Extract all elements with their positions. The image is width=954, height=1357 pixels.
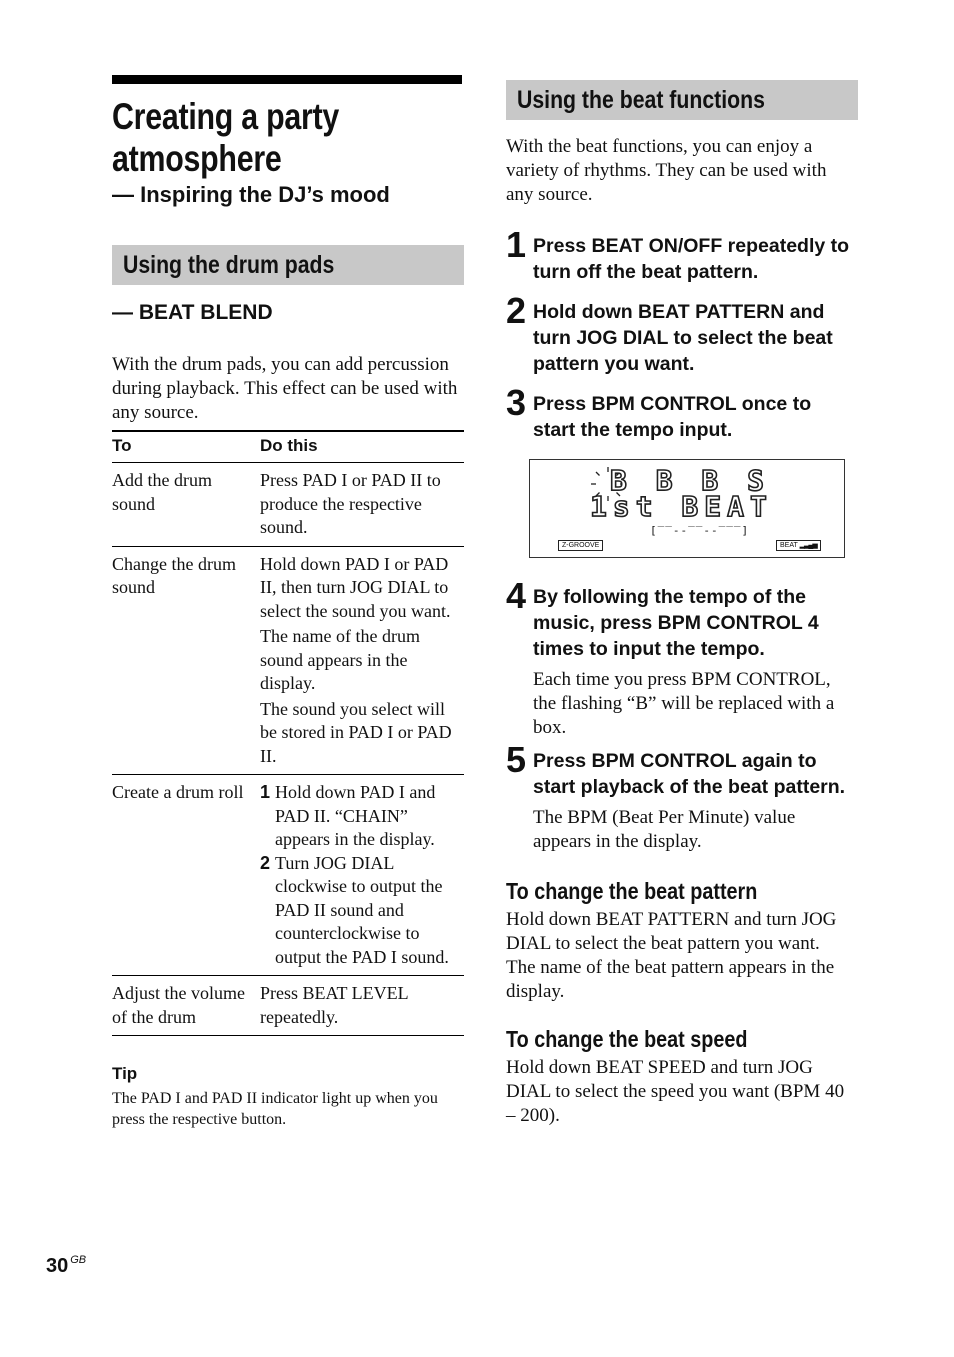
- step-number: 5: [506, 739, 527, 780]
- step-5: [506, 739, 858, 854]
- beat-intro: With the beat functions, you can enjoy a variety of rhythms. They can be used with any source.: [506, 136, 827, 205]
- cell-paragraph: The sound you select will be stored in PAD I or PAD II.: [260, 698, 452, 766]
- step-note: The BPM (Beat Per Minute) value appears in the display.: [533, 807, 796, 852]
- tip-text: The PAD I and PAD II indicator light up when you press the respective button.: [112, 1090, 438, 1128]
- cell-step: [260, 852, 464, 970]
- table-cell-to: Create a drum roll: [112, 775, 260, 976]
- step-note: Each time you press BPM CONTROL, the flashing “B” will be replaced with a box.: [533, 669, 835, 738]
- table-row: [112, 775, 464, 976]
- step-number: 1: [506, 224, 527, 265]
- step-3: [506, 382, 858, 443]
- section-heading-drum-pads: [112, 245, 464, 285]
- step-number: 2: [260, 852, 271, 873]
- step-number: 2: [506, 290, 527, 331]
- right-column: [506, 80, 858, 1128]
- title-line-1: Creating a party: [112, 96, 340, 137]
- cell-paragraph: The name of the drum sound appears in the display.: [260, 626, 420, 693]
- step-number: 4: [506, 575, 527, 616]
- step-2: [506, 290, 858, 377]
- z-groove-indicator: Z-GROOVE: [558, 540, 603, 551]
- drum-pads-table: [112, 430, 464, 1036]
- cell-paragraph: Hold down PAD I or PAD II, then turn JOG DIAL to select the sound you want.: [260, 553, 451, 621]
- beat-speed-text: Hold down BEAT SPEED and turn JOG DIAL to select the speed you want (BPM 40 – 200).: [506, 1057, 845, 1126]
- step-number: 3: [506, 382, 527, 423]
- table-row: [112, 976, 464, 1036]
- left-column: [112, 75, 464, 1130]
- table-cell-do: [260, 775, 464, 976]
- display-bracket: [‾‾--‾‾--‾‾‾]: [650, 524, 750, 537]
- section-heading-text: Using the drum pads: [123, 250, 335, 279]
- title-rule: [112, 75, 462, 84]
- table-row: [112, 546, 464, 775]
- level-bars-icon: ▂▃▄▅: [799, 542, 817, 549]
- step-text: Turn JOG DIAL clockwise to output the PAD II sound and counterclockwise to output the PAD I sound.: [275, 852, 449, 967]
- display-illustration: [529, 459, 845, 558]
- step-text: Press BPM CONTROL once to start the tempo input.: [533, 393, 812, 441]
- beat-pattern-text: Hold down BEAT PATTERN and turn JOG DIAL to select the beat pattern you want.: [506, 909, 837, 954]
- cell-step: [260, 781, 464, 852]
- step-1: [506, 224, 858, 285]
- step-4: [506, 575, 858, 740]
- table-cell-do: [260, 546, 464, 775]
- display-line-1: B B B S: [610, 464, 771, 497]
- page-number-value: 30: [46, 1255, 69, 1277]
- table-header-do-this: Do this: [260, 431, 464, 463]
- table-header-to: To: [112, 431, 260, 463]
- table-cell-do: Press BEAT LEVEL repeatedly.: [260, 976, 464, 1036]
- table-cell-to: Change the drum sound: [112, 546, 260, 775]
- table-cell-to: Adjust the volume of the drum: [112, 976, 260, 1036]
- step-text: Press BPM CONTROL again to start playback of the beat pattern.: [533, 750, 846, 798]
- page-number: [46, 1254, 86, 1278]
- beat-pattern-text-2: The name of the beat pattern appears in the display.: [506, 957, 835, 1002]
- tip-heading: Tip: [112, 1064, 138, 1083]
- section-heading-text: Using the beat functions: [517, 85, 765, 114]
- beat-indicator-label: BEAT: [780, 542, 798, 549]
- table-header-row: [112, 431, 464, 463]
- table-cell-to: Add the drum sound: [112, 463, 260, 547]
- beat-speed-heading: To change the beat speed: [506, 1026, 748, 1052]
- section-heading-beat-functions: [506, 80, 858, 120]
- beat-indicator: [776, 540, 821, 551]
- step-text: Hold down BEAT PATTERN and turn JOG DIAL to select the beat pattern you want.: [533, 301, 833, 375]
- page-title: [112, 96, 465, 180]
- page-region: GB: [70, 1254, 87, 1266]
- title-line-2: atmosphere: [112, 138, 282, 179]
- step-number: 1: [260, 782, 271, 802]
- step-text: By following the tempo of the music, press BPM CONTROL 4 times to input the tempo.: [533, 586, 819, 660]
- page-subtitle: — Inspiring the DJ’s mood: [112, 182, 390, 207]
- step-text: Press BEAT ON/OFF repeatedly to turn off the beat pattern.: [533, 235, 850, 283]
- display-line-2: 1st BEAT: [590, 490, 773, 523]
- step-text: Hold down PAD I and PAD II. “CHAIN” appears in the display.: [275, 782, 436, 849]
- table-cell-do: Press PAD I or PAD II to produce the respective sound.: [260, 463, 464, 547]
- section-subtitle: — BEAT BLEND: [112, 301, 273, 324]
- beat-pattern-heading: To change the beat pattern: [506, 878, 758, 904]
- drum-pads-intro: With the drum pads, you can add percussion during playback. This effect can be used with any source.: [112, 354, 458, 423]
- table-row: [112, 463, 464, 547]
